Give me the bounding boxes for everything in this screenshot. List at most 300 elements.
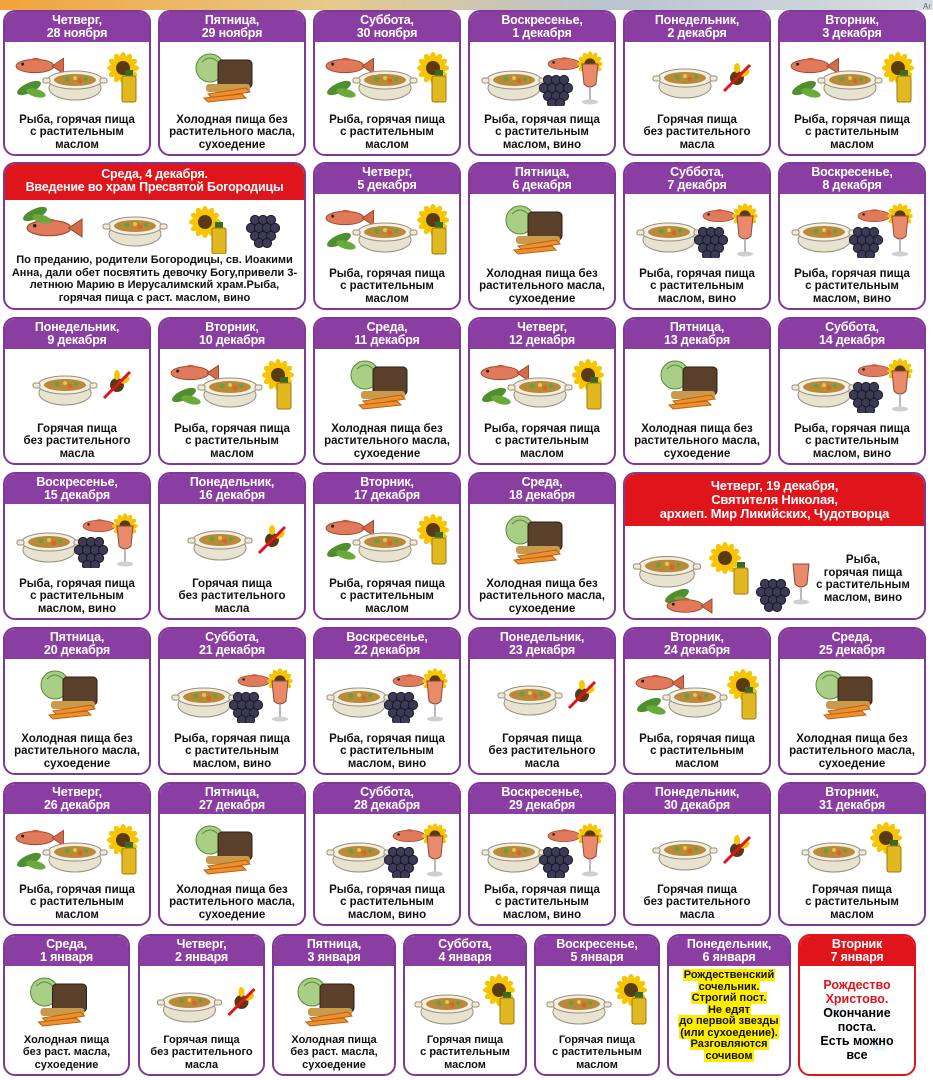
card-desc-line: Рыба, горячая пища (484, 422, 600, 435)
card-title-line: Четверг, 19 декабря, (710, 478, 839, 493)
card-title-line: 8 декабря (822, 178, 882, 192)
card-desc-line: маслом, вино (823, 591, 903, 604)
food-illustration (780, 44, 924, 104)
day-card-header (315, 164, 459, 194)
soup-bowl-icon (818, 71, 882, 100)
day-card-description (472, 114, 612, 152)
day-card (3, 627, 151, 775)
card-title-line: 23 декабря (509, 643, 575, 657)
card-desc-line: растительного масла, (479, 280, 605, 292)
day-card (623, 627, 771, 775)
food-illustration (315, 351, 459, 411)
card-title-line: Пятница, (306, 937, 362, 951)
card-desc-line: маслом, вино (502, 908, 582, 921)
day-card (778, 782, 926, 926)
food-illustration (315, 816, 459, 876)
day-card (3, 10, 151, 156)
card-desc-line: Горячая пища (426, 1033, 504, 1046)
soup-bowl-icon (103, 217, 167, 246)
card-title-line: 25 декабря (819, 643, 885, 657)
day-card-description (162, 423, 302, 461)
day-card-header (780, 629, 924, 659)
food-illustration (625, 816, 769, 876)
food-illustration (470, 196, 614, 256)
bread-icon (351, 361, 407, 409)
herb-leaf-icon (635, 695, 667, 716)
card-desc-line: Разговляются (690, 1038, 768, 1050)
day-card-description (627, 423, 767, 461)
card-title-line: Суббота, (670, 165, 724, 179)
food-illustration (625, 530, 815, 620)
day-card (623, 782, 771, 926)
card-desc-line: масла (679, 908, 715, 921)
day-card-header (625, 784, 769, 814)
card-title-line: 17 декабря (354, 488, 420, 502)
herb-leaf-icon (325, 540, 357, 561)
day-card-header (780, 784, 924, 814)
card-desc-line: маслом (830, 138, 874, 151)
card-title-line: 7 декабря (667, 178, 727, 192)
day-card-description (276, 1034, 392, 1072)
card-desc-line: сухоедение (198, 138, 266, 151)
day-card-header (5, 319, 149, 349)
wine-glass-icon (892, 216, 908, 257)
food-illustration (160, 351, 304, 411)
day-card-description (538, 1034, 656, 1072)
card-desc-line: без раст. масла, (22, 1046, 111, 1058)
card-title-line: Пятница, (204, 13, 260, 27)
card-desc-line: сухоедение (34, 1058, 99, 1071)
day-card-header (625, 12, 769, 42)
card-desc-line: Горячая пища (502, 732, 582, 745)
card-title-line: Вторник, (670, 630, 724, 644)
card-desc-line: маслом (675, 757, 719, 770)
food-illustration (140, 968, 263, 1028)
card-title-line: 1 января (40, 950, 93, 964)
day-card-header (315, 12, 459, 42)
day-card-header (625, 474, 924, 526)
food-illustration (625, 196, 769, 256)
card-title-line: Вторник, (205, 320, 259, 334)
soup-bowl-icon (482, 71, 546, 100)
food-illustration (780, 816, 924, 876)
card-desc-line: маслом, вино (347, 757, 427, 770)
card-desc-line: Рыба, горячая пища с раст. маслом, вино (58, 279, 280, 304)
card-desc-line: маслом (520, 447, 564, 460)
wine-glass-icon (117, 526, 133, 567)
fish-icon (27, 219, 82, 237)
day-card-description (7, 114, 147, 152)
card-title-line: 1 декабря (512, 26, 572, 40)
soup-bowl-icon (327, 843, 391, 872)
card-title-line: Пятница, (514, 165, 570, 179)
soup-bowl-icon (353, 223, 417, 252)
day-card-description (472, 884, 612, 922)
card-title-line: Введение во храм Пресвятой Богородицы (25, 180, 284, 194)
food-illustration (5, 200, 304, 254)
day-card-header (625, 629, 769, 659)
food-illustration (780, 196, 924, 256)
side-credit: Ar (923, 2, 931, 11)
card-title-line: Понедельник, (654, 13, 740, 27)
card-desc-line: Горячая пища (163, 1033, 240, 1046)
card-title-line: Четверг, (52, 13, 102, 27)
day-card-header (5, 12, 149, 42)
card-desc-line: сухоедение (353, 447, 421, 460)
card-title-line: Понедельник, (499, 630, 585, 644)
soup-bowl-icon (172, 688, 236, 717)
card-desc-line: Холодная пища без (331, 422, 443, 435)
card-desc-line: с растительным (340, 896, 434, 908)
card-desc-line: маслом (365, 138, 409, 151)
day-card-header (470, 164, 614, 194)
day-card-description (407, 1034, 523, 1072)
card-title-line: 9 декабря (47, 333, 107, 347)
herb-leaf-icon (325, 78, 357, 99)
food-illustration (160, 816, 304, 876)
card-desc-line: до первой звезды (679, 1015, 779, 1027)
card-desc-line: без растительного (488, 745, 596, 757)
card-desc-line: Холодная пища (23, 1033, 110, 1046)
card-title-line: Четверг, (362, 165, 412, 179)
card-desc-line: Горячая пища (657, 113, 737, 126)
card-title-line: Суббота, (360, 13, 414, 27)
food-illustration (780, 351, 924, 411)
card-title-line: Пятница, (49, 630, 105, 644)
card-title-line: Святителя Николая, (711, 492, 838, 507)
card-desc-line: масла (524, 757, 560, 770)
card-title-line: Среда, (831, 630, 873, 644)
food-illustration (160, 44, 304, 104)
card-desc-line: с растительным (650, 745, 744, 757)
food-illustration (470, 351, 614, 411)
card-title-line: Понедельник, (34, 320, 120, 334)
day-card-description (317, 733, 457, 771)
card-desc-line: с растительным (185, 435, 279, 447)
day-card (272, 934, 396, 1076)
fish-icon (326, 58, 374, 74)
card-desc-line: Рыба, горячая пища (329, 577, 445, 590)
card-title-line: 30 ноября (356, 26, 418, 40)
card-title-line: Пятница, (669, 320, 725, 334)
card-desc-line: Рыба, горячая пища (19, 883, 135, 896)
card-desc-line: с растительным (340, 590, 434, 602)
grapes-icon (384, 692, 417, 723)
day-card (158, 627, 306, 775)
wine-glass-icon (582, 836, 598, 877)
food-illustration (625, 661, 769, 721)
day-card-description (317, 114, 457, 152)
grapes-icon (539, 75, 572, 106)
day-card-description (162, 733, 302, 771)
day-card-description (162, 578, 302, 616)
card-desc-line: Рыба, горячая пища (794, 422, 910, 435)
day-card (3, 472, 151, 620)
card-desc-line: с растительным (495, 126, 589, 138)
card-title-line: 16 декабря (199, 488, 265, 502)
card-title-line: 31 декабря (819, 798, 885, 812)
card-desc-line: растительного масла, (479, 590, 605, 602)
card-desc-line: Рыба, горячая пища (19, 113, 135, 126)
day-card-description (472, 733, 612, 771)
soup-bowl-icon (653, 69, 717, 98)
soup-bowl-icon (188, 531, 252, 560)
card-desc-line: с растительным (805, 280, 899, 292)
card-title-line: 29 декабря (509, 798, 575, 812)
no-oil-icon (569, 680, 596, 708)
card-title-line: 4 января (438, 950, 492, 964)
grapes-icon (756, 579, 789, 611)
day-card (3, 317, 151, 465)
no-oil-icon (724, 63, 751, 91)
card-desc-line: растительного масла, (324, 435, 450, 447)
day-card-header (5, 936, 128, 966)
card-title-line: 13 декабря (664, 333, 730, 347)
card-desc-line: с растительным (650, 280, 744, 292)
food-illustration (470, 661, 614, 721)
soup-bowl-icon (802, 843, 866, 872)
food-illustration (536, 968, 658, 1028)
card-desc-line: Окончание (823, 1006, 891, 1020)
day-card (158, 472, 306, 620)
card-desc-line: Рыба, горячая пища (329, 883, 445, 896)
day-card (623, 317, 771, 465)
day-card-header (5, 164, 304, 200)
no-oil-icon (104, 370, 131, 398)
card-desc-line: с растительным (805, 896, 899, 908)
card-title-line: Среда, 4 декабря. (101, 167, 208, 181)
day-card-header (5, 784, 149, 814)
card-title-line: Суббота, (825, 320, 879, 334)
card-title-line: 5 января (570, 950, 624, 964)
card-desc-line: маслом (830, 908, 874, 921)
card-title-line: архиеп. Мир Ликийских, Чудотворца (659, 506, 890, 521)
card-desc-line: Рыба, горячая пища (794, 113, 910, 126)
food-illustration (625, 351, 769, 411)
food-illustration (405, 968, 525, 1028)
soup-bowl-icon (43, 843, 107, 872)
card-desc-line: поста. (837, 1020, 877, 1034)
card-desc-line: масла (59, 447, 95, 460)
day-card-header (470, 784, 614, 814)
fish-icon (16, 58, 64, 74)
day-card (798, 934, 916, 1076)
card-desc-line: маслом (55, 908, 99, 921)
soup-bowl-icon (792, 223, 856, 252)
card-desc-line: Рыба, горячая пища (329, 732, 445, 745)
card-desc-line: Горячая пища (192, 577, 272, 590)
card-desc-line: Есть можно (820, 1034, 894, 1048)
card-desc-line: растительного масла, (634, 435, 760, 447)
day-card-header (470, 474, 614, 504)
card-desc-line: маслом (444, 1058, 486, 1071)
day-card-description (9, 254, 300, 304)
day-card-header (405, 936, 525, 966)
day-card (468, 782, 616, 926)
card-title-line: Среда, (521, 475, 563, 489)
card-desc-line: маслом, вино (347, 908, 427, 921)
card-desc-line: с растительным (805, 126, 899, 138)
card-title-line: Воскресенье, (346, 630, 428, 644)
day-card-description (317, 884, 457, 922)
day-card (403, 934, 527, 1076)
card-desc-line: сухоедение (508, 602, 576, 615)
day-card-header (625, 319, 769, 349)
food-illustration (5, 968, 128, 1028)
card-desc-line: Рыба, горячая пища (174, 732, 290, 745)
card-desc-line: без растительного (643, 126, 751, 138)
herb-leaf-icon (480, 385, 512, 406)
soup-bowl-icon (653, 841, 717, 870)
card-desc-line: сухоедение (818, 757, 886, 770)
card-desc-line: с растительным (30, 126, 124, 138)
day-card-header (5, 474, 149, 504)
wine-glass-icon (272, 681, 288, 722)
day-card (313, 162, 461, 310)
day-card (623, 472, 926, 620)
grapes-icon (694, 227, 727, 258)
card-desc-line: сухоедение (43, 757, 111, 770)
day-card-description (808, 554, 918, 604)
card-desc-line: Холодная пища без (486, 267, 598, 280)
card-desc-line: маслом (210, 447, 254, 460)
day-card-header (160, 629, 304, 659)
card-title-line: 2 декабря (667, 26, 727, 40)
day-card-header (315, 784, 459, 814)
food-illustration (315, 661, 459, 721)
card-title-line: 10 декабря (199, 333, 265, 347)
soup-bowl-icon (633, 557, 700, 587)
card-desc-line: маслом, вино (657, 292, 737, 305)
card-title-line: Вторник (831, 937, 883, 951)
wine-glass-icon (427, 836, 443, 877)
day-card-description (317, 268, 457, 306)
day-card-description (317, 578, 457, 616)
card-desc-line: маслом, вино (192, 757, 272, 770)
no-oil-icon (259, 525, 286, 553)
card-desc-line: сухоедение (508, 292, 576, 305)
card-desc-line: с растительным (805, 435, 899, 447)
card-desc-line: масла (214, 602, 250, 615)
card-desc-line: (или сухоедение). (680, 1026, 778, 1039)
grapes-icon (246, 215, 279, 247)
soup-bowl-icon (663, 688, 727, 717)
fish-icon (791, 58, 839, 74)
day-card-description (7, 884, 147, 922)
day-card (158, 10, 306, 156)
card-title-line: Четверг, (517, 320, 567, 334)
card-desc-line: Холодная пища без (796, 732, 908, 745)
card-title-line: 20 декабря (44, 643, 110, 657)
card-desc-line: По преданию, родители Богородицы, св. Иоаким (16, 254, 286, 266)
day-card-header (669, 936, 789, 966)
card-title-line: 2 января (175, 950, 228, 964)
bread-icon (196, 54, 252, 102)
day-card-header (780, 319, 924, 349)
day-card-header (160, 12, 304, 42)
card-title-line: Воскресенье, (501, 785, 583, 799)
card-title-line: Пятница, (204, 785, 260, 799)
food-illustration (470, 816, 614, 876)
fish-icon (326, 520, 374, 536)
day-card (778, 317, 926, 465)
card-desc-line: Горячая пища (657, 883, 737, 896)
herb-leaf-icon (15, 78, 47, 99)
grapes-icon (849, 227, 882, 258)
card-desc-line: Рождественский (683, 969, 775, 981)
day-card-header (780, 164, 924, 194)
day-card-description (7, 733, 147, 771)
day-card (468, 317, 616, 465)
card-title-line: Вторник, (360, 475, 414, 489)
card-desc-line: маслом (576, 1058, 618, 1071)
card-desc-line: растительного масла, (789, 745, 915, 757)
no-oil-icon (724, 835, 751, 863)
card-title-line: 27 декабря (199, 798, 265, 812)
bread-icon (816, 671, 872, 719)
soup-bowl-icon (158, 993, 222, 1022)
card-title-line: Вторник, (825, 13, 879, 27)
day-card-header (470, 319, 614, 349)
card-desc-line: привели 3-летнюю Марию в Иерусалимский храм. (29, 266, 298, 291)
day-card-header (315, 474, 459, 504)
card-title-line: Четверг, (176, 937, 227, 951)
food-illustration (315, 196, 459, 256)
card-desc-line: Рыба, горячая пища (329, 113, 445, 126)
card-desc-line: без растительного (178, 590, 286, 602)
card-title-line: 6 декабря (512, 178, 572, 192)
soup-bowl-icon (353, 533, 417, 562)
bread-icon (41, 671, 97, 719)
card-desc-line: с растительным (340, 280, 434, 292)
card-title-line: 7 января (830, 950, 884, 964)
day-card-description (782, 268, 922, 306)
card-desc-line: Горячая пища (812, 883, 892, 896)
day-card (313, 472, 461, 620)
day-card-description (627, 733, 767, 771)
day-card-header (140, 936, 263, 966)
card-desc-line: Горячая пища (558, 1033, 636, 1046)
card-title-line: 18 декабря (509, 488, 575, 502)
card-desc-line: Рыба, горячая пища (329, 267, 445, 280)
food-illustration (274, 968, 394, 1028)
grapes-icon (384, 847, 417, 878)
card-title-line: 28 декабря (354, 798, 420, 812)
card-title-line: Воскресенье, (501, 13, 583, 27)
card-title-line: Воскресенье, (811, 165, 893, 179)
card-title-line: 3 декабря (822, 26, 882, 40)
day-card-header (274, 936, 394, 966)
card-title-line: 28 ноября (46, 26, 108, 40)
day-card-header (780, 12, 924, 42)
card-desc-line: Рыба, горячая пища (484, 113, 600, 126)
soup-bowl-icon (792, 378, 856, 407)
day-card-description (472, 578, 612, 616)
day-card-description (7, 1034, 126, 1072)
fish-icon (481, 365, 529, 381)
day-card-header (315, 319, 459, 349)
herb-leaf-icon (325, 230, 357, 251)
soup-bowl-icon (43, 71, 107, 100)
day-card (158, 782, 306, 926)
day-card-description (162, 884, 302, 922)
fish-icon (636, 675, 684, 691)
day-card-description (142, 1034, 261, 1072)
card-title-line: 26 декабря (44, 798, 110, 812)
day-card-header (470, 629, 614, 659)
card-desc-line: с растительным (340, 745, 434, 757)
christmas-title-line: Христово. (825, 992, 889, 1006)
